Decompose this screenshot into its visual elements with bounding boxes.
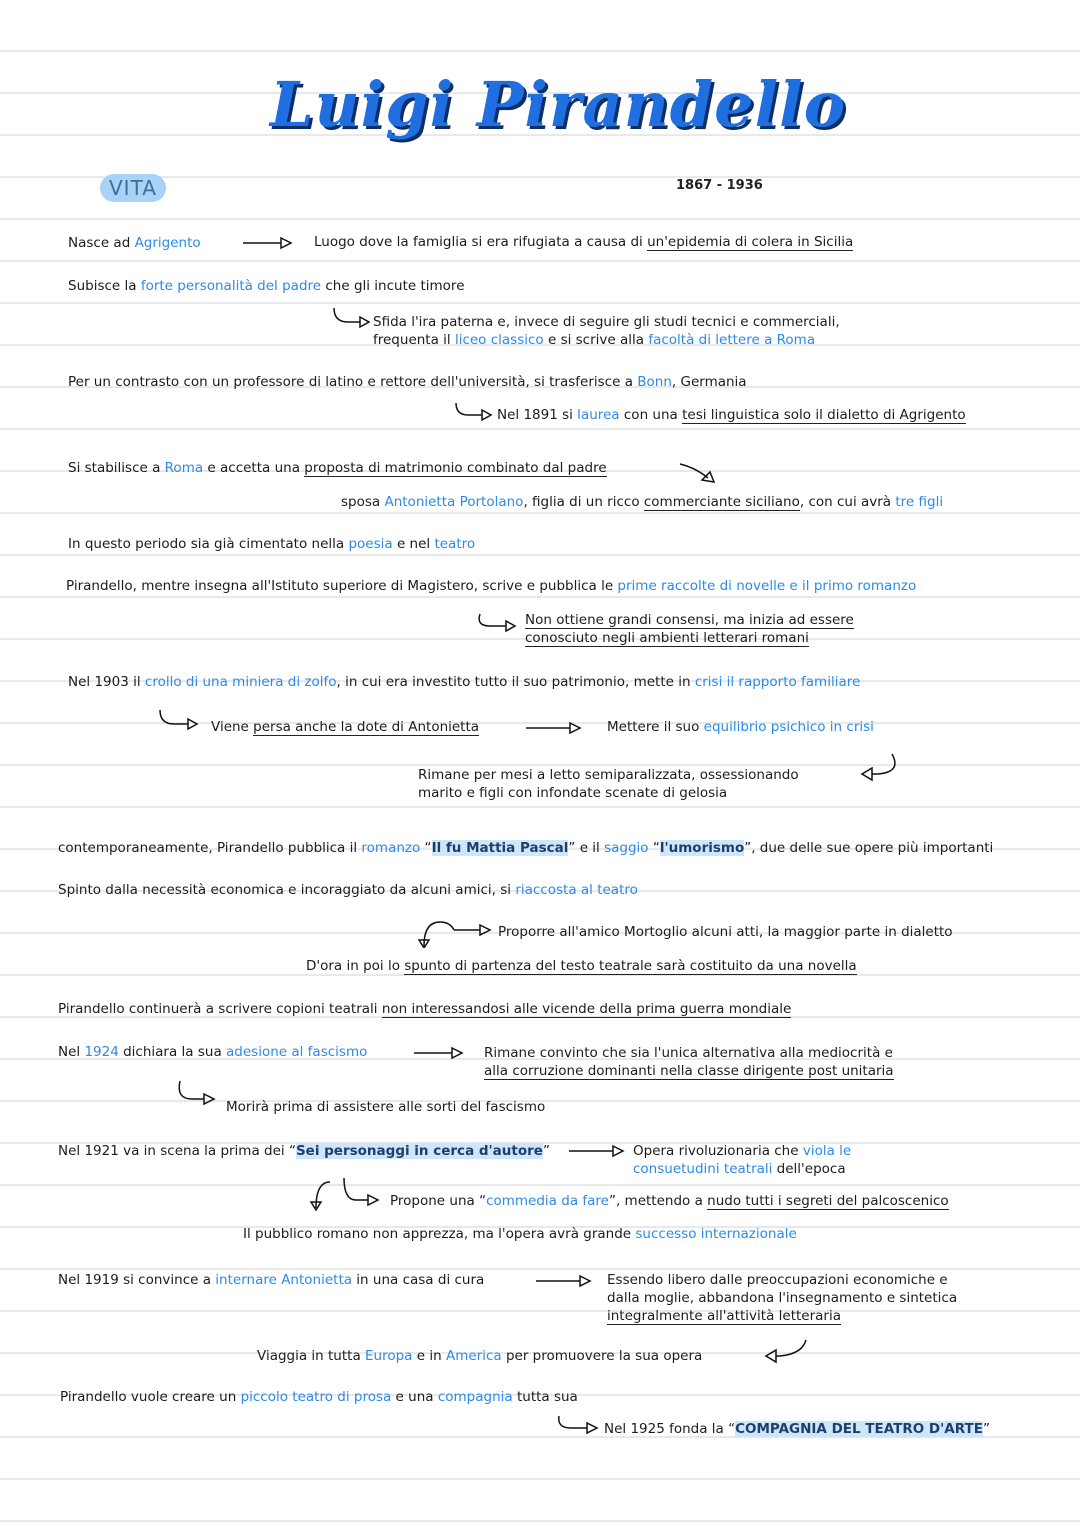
note-line: sposa Antonietta Portolano, figlia di un ricco commerciante siciliano, con cui avrà tre figli <box>341 494 944 510</box>
dates: 1867 - 1936 <box>676 178 763 193</box>
arrow-back-icon <box>860 752 902 788</box>
note-line: Sfida l'ira paterna e, invece di seguire gli studi tecnici e commerciali, <box>373 314 840 330</box>
note-line: Pirandello, mentre insegna all'Istituto superiore di Magistero, scrive e pubblica le prime raccolte di novelle e il primo romanzo <box>66 578 917 594</box>
note-line: frequenta il liceo classico e si scrive alla facoltà di lettere a Roma <box>373 332 816 348</box>
note-line: alla corruzione dominanti nella classe dirigente post unitaria <box>484 1063 894 1079</box>
note-line: Opera rivoluzionaria che viola le <box>633 1143 852 1159</box>
note-line: Viaggia in tutta Europa e in America per promuovere la sua opera <box>257 1348 703 1364</box>
arrow-right-icon <box>569 1144 625 1158</box>
arrow-right-icon <box>414 1046 464 1060</box>
note-line: Il pubblico romano non apprezza, ma l'opera avrà grande successo internazionale <box>243 1226 797 1242</box>
note-line: Mettere il suo equilibrio psichico in crisi <box>607 719 874 735</box>
note-line: Subisce la forte personalità del padre che gli incute timore <box>68 278 465 294</box>
note-line: Nel 1919 si convince a internare Antonietta in una casa di cura <box>58 1272 485 1288</box>
note-line: Si stabilisce a Roma e accetta una proposta di matrimonio combinato dal padre <box>68 460 607 476</box>
section-label: VITA <box>100 174 166 202</box>
arrow-curve-icon <box>158 708 202 732</box>
note-line: Propone una “commedia da fare”, mettendo a nudo tutti i segreti del palcoscenico <box>390 1193 949 1209</box>
note-line: marito e figli con infondate scenate di gelosia <box>418 785 728 801</box>
arrow-curve-icon <box>555 1414 601 1438</box>
note-line: In questo periodo sia già cimentato nella poesia e nel teatro <box>68 536 476 552</box>
note-line: Spinto dalla necessità economica e incoraggiato da alcuni amici, si riaccosta al teatro <box>58 882 638 898</box>
note-line: Nel 1891 si laurea con una tesi linguistica solo il dialetto di Agrigento <box>497 407 966 423</box>
arrow-curve-icon <box>454 401 494 425</box>
note-line: Nasce ad Agrigento <box>68 235 201 251</box>
note-line: Nel 1903 il crollo di una miniera di zolfo, in cui era investito tutto il suo patrimonio, mette in crisi il rapporto familiare <box>68 674 861 690</box>
arrow-right-icon <box>526 721 582 735</box>
arrow-branch-icon <box>414 916 496 948</box>
arrow-right-icon <box>243 236 293 250</box>
note-line: conosciuto negli ambienti letterari romani <box>525 630 809 646</box>
arrow-back-icon <box>764 1338 810 1368</box>
note-line: integralmente all'attività letteraria <box>607 1308 841 1324</box>
note-line: Nel 1924 dichiara la sua adesione al fascismo <box>58 1044 368 1060</box>
note-line: Rimane convinto che sia l'unica alternativa alla mediocrità e <box>484 1045 893 1061</box>
note-line: Nel 1921 va in scena la prima dei “Sei personaggi in cerca d'autore” <box>58 1143 550 1159</box>
note-line: dalla moglie, abbandona l'insegnamento e sintetica <box>607 1290 958 1306</box>
note-line: contemporaneamente, Pirandello pubblica il romanzo “Il fu Mattia Pascal” e il saggio “l'umorismo”, due delle sue opere più importanti <box>58 840 994 856</box>
arrow-right-icon <box>536 1274 592 1288</box>
note-line: Essendo libero dalle preoccupazioni economiche e <box>607 1272 948 1288</box>
arrow-branch-icon <box>306 1176 386 1212</box>
arrow-curve-icon <box>476 612 520 636</box>
note-line: Nel 1925 fonda la “COMPAGNIA DEL TEATRO D'ARTE” <box>604 1421 990 1437</box>
note-line: consuetudini teatrali dell'epoca <box>633 1161 846 1177</box>
note-line: Rimane per mesi a letto semiparalizzata, ossessionando <box>418 767 799 783</box>
note-line: Viene persa anche la dote di Antonietta <box>211 719 480 735</box>
note-line: Proporre all'amico Mortoglio alcuni atti, la maggior parte in dialetto <box>498 924 953 940</box>
note-line: Non ottiene grandi consensi, ma inizia ad essere <box>525 612 854 628</box>
note-line: Pirandello vuole creare un piccolo teatro di prosa e una compagnia tutta sua <box>60 1389 578 1405</box>
note-line: Pirandello continuerà a scrivere copioni teatrali non interessandosi alle vicende della prima guerra mondiale <box>58 1001 792 1017</box>
note-line: Luogo dove la famiglia si era rifugiata a causa di un'epidemia di colera in Sicilia <box>314 234 854 250</box>
arrow-curve-icon <box>332 306 372 330</box>
page-title: Luigi Pirandello <box>270 68 847 141</box>
note-line: Per un contrasto con un professore di latino e rettore dell'università, si trasferisce a Bonn, Germania <box>68 374 747 390</box>
note-line: D'ora in poi lo spunto di partenza del testo teatrale sarà costituito da una novella <box>306 958 857 974</box>
arrow-curve-icon <box>176 1079 220 1109</box>
arrow-down-icon <box>678 460 722 486</box>
note-line: Morirà prima di assistere alle sorti del fascismo <box>226 1099 546 1115</box>
